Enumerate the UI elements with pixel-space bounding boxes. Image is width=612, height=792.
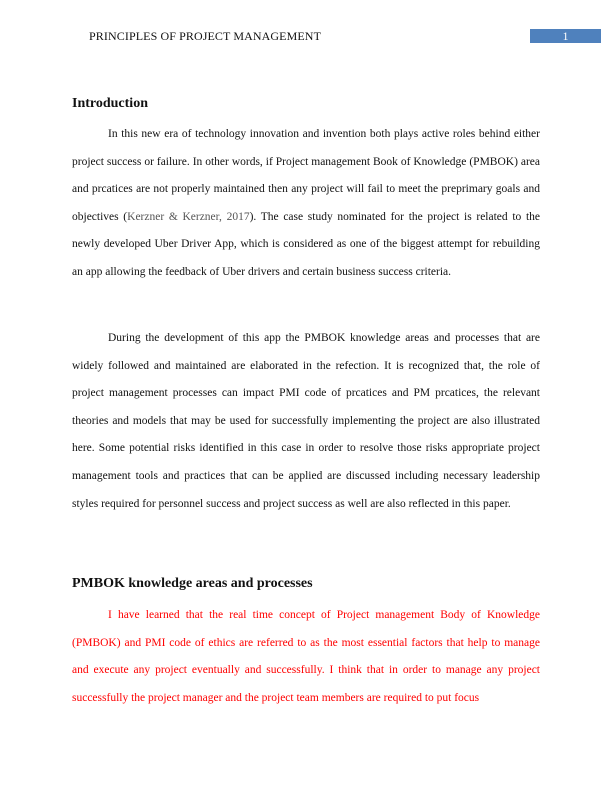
citation: Kerzner & Kerzner, 2017 [127,210,250,223]
paragraph-pmbok-1: I have learned that the real time concept of Project management Body of Knowledge (PMBOK) and PMI code of ethics are referred to as the most essential factors that help to manage and execute any project eventually and successfully. I think that in order to manage any project successfully the project manager and the project team members are required to put focus [72,609,540,704]
heading-pmbok-knowledge-areas: PMBOK knowledge areas and processes [72,576,313,591]
running-head: PRINCIPLES OF PROJECT MANAGEMENT [89,29,322,43]
paragraph-introduction-2: During the development of this app the PMBOK knowledge areas and processes that are widely followed and maintained are elaborated in the refection. It is recognized that, the role of project management processes can impact PMI code of prcatices and PM prcatices, the relevant theories and models that may be used for successfully implementing the project are also illustrated here. Some potential risks identified in this case in order to resolve those risks appropriate project management tools and practices that can be applied are discussed including necessary leadership styles required for personnel success and project success as well are also reflected in this paper. [72,332,540,510]
paragraph-introduction-1 [72,121,540,287]
paragraph-text: ). The case study nominated for the project is related to the newly developed Uber Driver App, which is considered as one of the biggest attempt for rebuilding an app allowing the feedback of Uber drivers and certain business success criteria. [72,210,541,278]
paragraph-text: In this new era of technology innovation and invention both plays active roles behind either project success or failure. In other words, if Project management Book of Knowledge (PMBOK) area and prcatices are not properly maintained then any project will fail to meet the preprimary goals and objectives ( [72,128,540,223]
page-number: 1 [530,29,601,43]
heading-introduction: Introduction [72,96,148,111]
